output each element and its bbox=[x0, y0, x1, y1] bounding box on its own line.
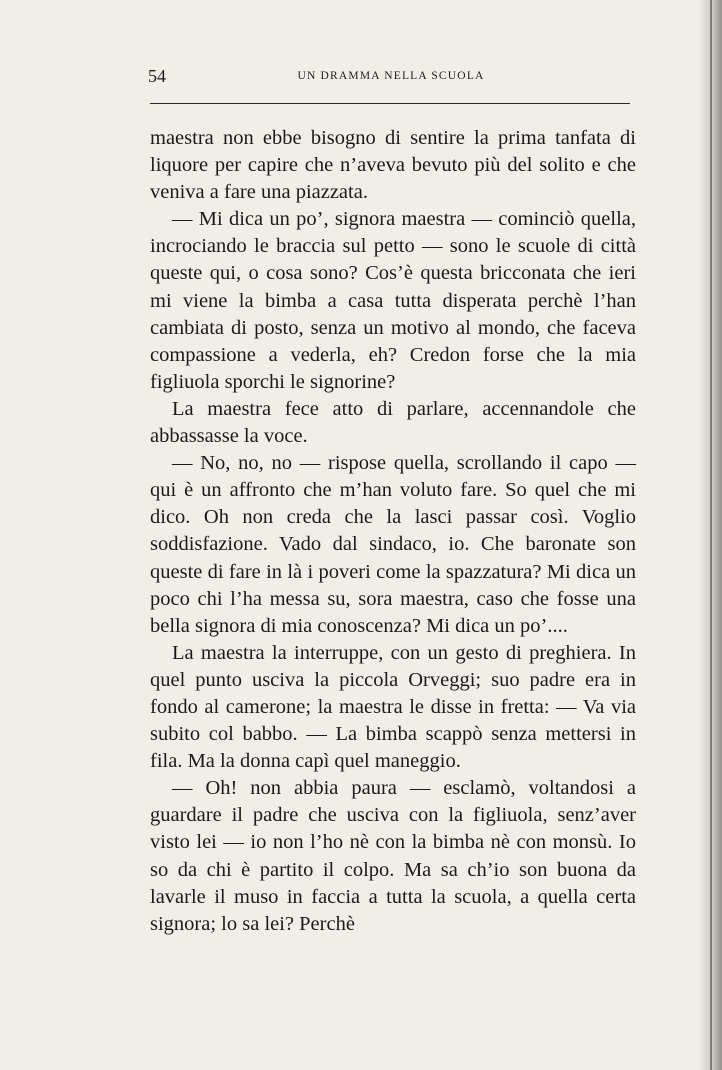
body-text bbox=[150, 125, 636, 938]
header-rule bbox=[150, 103, 630, 104]
paragraph-2: — Mi dica un po’, signora maestra — cominciò quella, incrociando le braccia sul petto — sono le scuole di città queste qui, o cosa sono? Cos’è questa bricconata che ieri mi viene la bimba a casa tutta disperata perchè l’han cambiata di posto, senza un motivo al mondo, che faceva compassione a vederla, eh? Credon forse che la mia figliuola sporchi le signorine? bbox=[150, 208, 636, 393]
running-title: UN DRAMMA NELLA SCUOLA bbox=[297, 70, 485, 82]
page-number: 54 bbox=[148, 66, 166, 86]
page-header bbox=[148, 64, 634, 94]
paragraph-3: La maestra fece atto di parlare, accennandole che abbassasse la voce. bbox=[150, 397, 636, 448]
paragraph-6: — Oh! non abbia paura — esclamò, voltandosi a guardare il padre che usciva con la figliuola, senz’aver visto lei — io non l’ho nè con la bimba nè con monsù. Io so da chi è partito il colpo. Ma sa ch’io son buona da lavarle il muso in faccia a tutta la scuola, a quella certa signora; lo sa lei? Perchè bbox=[150, 777, 636, 935]
paragraph-4: — No, no, no — rispose quella, scrollando il capo — qui è un affronto che m’han voluto fare. So quel che mi dico. Oh non creda che la lasci passar così. Voglio soddisfazione. Vado dal sindaco, io. Che baronate son queste di fare in là i poveri come la spazzatura? Mi dica un poco chi l’ha messa su, sora maestra, caso che fosse una bella signora di mia conoscenza? Mi dica un po’.... bbox=[150, 452, 636, 637]
paragraph-5: La maestra la interruppe, con un gesto di preghiera. In quel punto usciva la piccola Orveggi; suo padre era in fondo al camerone; la maestra le disse in fretta: — Va via subito col babbo. — La bimba scappò senza mettersi in fila. Ma la donna capì quel maneggio. bbox=[150, 641, 636, 773]
binding-edge bbox=[710, 0, 712, 1070]
paragraph-1: maestra non ebbe bisogno di sentire la prima tanfata di liquore per capire che n’aveva bevuto più del solito e che veniva a fare una piazzata. bbox=[150, 127, 636, 204]
